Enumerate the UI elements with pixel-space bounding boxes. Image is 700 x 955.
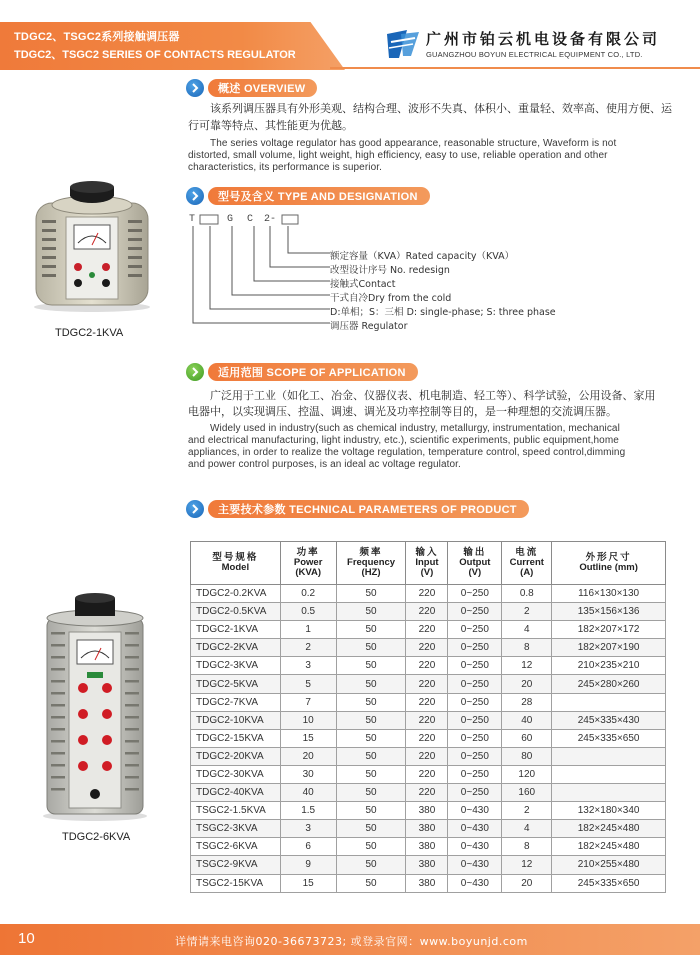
table-cell: 1 bbox=[280, 621, 336, 639]
col-header-current bbox=[502, 542, 552, 585]
parameters-table bbox=[190, 541, 666, 893]
designation-heading bbox=[186, 187, 430, 205]
table-cell: TDGC2-40KVA bbox=[191, 784, 281, 802]
table-row bbox=[191, 802, 666, 820]
table-cell: TSGC2-9KVA bbox=[191, 856, 281, 874]
designation-label-redesign: 改型设计序号 No. redesign bbox=[330, 265, 450, 276]
table-cell: TDGC2-7KVA bbox=[191, 693, 281, 711]
scope-en-line4: and power control purposes, is an ideal ac voltage regulator. bbox=[188, 459, 461, 470]
table-cell: 0~250 bbox=[448, 603, 502, 621]
table-row bbox=[191, 838, 666, 856]
table-cell: 220 bbox=[406, 621, 448, 639]
table-cell: 0~250 bbox=[448, 729, 502, 747]
table-cell: 220 bbox=[406, 693, 448, 711]
table-cell: 245×335×650 bbox=[552, 874, 666, 892]
table-cell: 0~250 bbox=[448, 747, 502, 765]
table-row bbox=[191, 820, 666, 838]
table-cell: 245×280×260 bbox=[552, 675, 666, 693]
col-header-input bbox=[406, 542, 448, 585]
chevron-right-icon bbox=[186, 363, 204, 381]
table-cell: 50 bbox=[336, 802, 406, 820]
table-cell: 4 bbox=[502, 820, 552, 838]
table-cell: TDGC2-15KVA bbox=[191, 729, 281, 747]
table-cell: TSGC2-15KVA bbox=[191, 874, 281, 892]
table-cell: 60 bbox=[502, 729, 552, 747]
table-cell: TSGC2-3KVA bbox=[191, 820, 281, 838]
col-header-frequency bbox=[336, 542, 406, 585]
scope-heading bbox=[186, 363, 418, 381]
col-header-output-en: Output bbox=[459, 557, 491, 568]
table-cell: 220 bbox=[406, 765, 448, 783]
table-cell: 50 bbox=[336, 675, 406, 693]
overview-en-line3: characteristics, its performance is superior. bbox=[188, 162, 383, 173]
col-header-power-cn: 功率 bbox=[296, 547, 320, 558]
table-cell: 4 bbox=[502, 621, 552, 639]
table-cell: 20 bbox=[502, 675, 552, 693]
parameters-table-body bbox=[191, 585, 666, 893]
table-cell: 2 bbox=[280, 639, 336, 657]
table-row bbox=[191, 711, 666, 729]
table-row bbox=[191, 729, 666, 747]
table-cell: 0~250 bbox=[448, 675, 502, 693]
overview-heading bbox=[186, 79, 317, 97]
table-row bbox=[191, 747, 666, 765]
table-row bbox=[191, 657, 666, 675]
table-cell: 80 bbox=[502, 747, 552, 765]
table-cell: 2 bbox=[502, 603, 552, 621]
table-cell: 0~250 bbox=[448, 693, 502, 711]
table-cell: 0~250 bbox=[448, 639, 502, 657]
table-cell: 50 bbox=[336, 621, 406, 639]
header-title-cn: TDGC2、TSGC2系列接触调压器 bbox=[14, 31, 180, 43]
col-header-frequency-unit: (HZ) bbox=[361, 567, 381, 578]
table-cell: 0.8 bbox=[502, 585, 552, 603]
table-row bbox=[191, 675, 666, 693]
table-cell: 20 bbox=[502, 874, 552, 892]
footer-bar bbox=[0, 924, 700, 955]
table-cell: TSGC2-1.5KVA bbox=[191, 802, 281, 820]
table-cell: TDGC2-30KVA bbox=[191, 765, 281, 783]
table-cell: 12 bbox=[502, 657, 552, 675]
table-cell: 50 bbox=[336, 693, 406, 711]
table-row bbox=[191, 784, 666, 802]
col-header-outline bbox=[552, 542, 666, 585]
table-cell bbox=[552, 784, 666, 802]
table-cell: TDGC2-0.2KVA bbox=[191, 585, 281, 603]
table-cell: TDGC2-20KVA bbox=[191, 747, 281, 765]
table-cell: 5 bbox=[280, 675, 336, 693]
code-g: G bbox=[227, 214, 234, 225]
scope-en-line3: appliances, in order to realize the voltage regulation, temperature control, speed control,dimming bbox=[188, 447, 626, 458]
table-row bbox=[191, 693, 666, 711]
code-t: T bbox=[189, 214, 196, 225]
table-cell: 30 bbox=[280, 765, 336, 783]
overview-cn-line2: 行可靠等特点、其性能更为优越。 bbox=[188, 119, 353, 132]
designation-heading-label: 型号及含义 TYPE AND DESIGNATION bbox=[208, 187, 430, 205]
scope-cn-line1: 广泛用于工业（如化工、冶金、仪器仪表、机电制造、轻工等）、科学试验，公用设备、家用 bbox=[210, 389, 656, 402]
table-cell: 40 bbox=[280, 784, 336, 802]
col-header-outline-cn: 外形尺寸 bbox=[585, 552, 632, 563]
table-cell: 0~430 bbox=[448, 820, 502, 838]
overview-cn-line1: 该系列调压器具有外形美观、结构合理、波形不失真、体积小、重量轻、效率高、使用方便、运 bbox=[210, 102, 672, 115]
table-cell: TSGC2-6KVA bbox=[191, 838, 281, 856]
table-cell: 160 bbox=[502, 784, 552, 802]
col-header-power bbox=[280, 542, 336, 585]
table-row bbox=[191, 639, 666, 657]
col-header-input-unit: (V) bbox=[420, 567, 434, 578]
table-cell: 0~250 bbox=[448, 784, 502, 802]
table-cell: 220 bbox=[406, 603, 448, 621]
designation-label-phase: D:单相；S：三相 D: single-phase; S: three phase bbox=[330, 307, 556, 318]
table-cell: TDGC2-3KVA bbox=[191, 657, 281, 675]
table-cell: 210×255×480 bbox=[552, 856, 666, 874]
table-header-row bbox=[191, 542, 666, 585]
company-name-en: GUANGZHOU BOYUN ELECTRICAL EQUIPMENT CO., LTD. bbox=[426, 50, 643, 59]
table-cell: 50 bbox=[336, 657, 406, 675]
table-cell: 50 bbox=[336, 874, 406, 892]
col-header-model-en: Model bbox=[221, 562, 250, 573]
table-cell: 0~250 bbox=[448, 585, 502, 603]
table-cell: 0~430 bbox=[448, 838, 502, 856]
parameters-heading bbox=[186, 500, 529, 518]
table-cell: 220 bbox=[406, 784, 448, 802]
company-name-cn: 广州市铂云机电设备有限公司 bbox=[426, 30, 661, 48]
table-cell: 245×335×650 bbox=[552, 729, 666, 747]
code-c: C bbox=[247, 214, 254, 225]
col-header-input-en: Input bbox=[415, 557, 439, 568]
table-cell: 0~430 bbox=[448, 802, 502, 820]
table-cell: 0~250 bbox=[448, 657, 502, 675]
table-cell bbox=[552, 747, 666, 765]
table-cell: TDGC2-10KVA bbox=[191, 711, 281, 729]
table-cell: 380 bbox=[406, 802, 448, 820]
table-cell: 10 bbox=[280, 711, 336, 729]
product-image-tdgc2-6kva bbox=[35, 592, 155, 822]
parameters-heading-label: 主要技术参数 TECHNICAL PARAMETERS OF PRODUCT bbox=[208, 500, 529, 518]
col-header-power-en: Power bbox=[293, 557, 323, 568]
product1-caption: TDGC2-1KVA bbox=[55, 327, 124, 339]
overview-en-line1: The series voltage regulator has good appearance, reasonable structure, Waveform is not bbox=[210, 138, 617, 149]
table-cell: 220 bbox=[406, 711, 448, 729]
table-cell: 182×245×480 bbox=[552, 820, 666, 838]
col-header-model-cn: 型号规格 bbox=[212, 552, 259, 563]
table-cell bbox=[552, 693, 666, 711]
table-cell: 182×207×190 bbox=[552, 639, 666, 657]
col-header-output bbox=[448, 542, 502, 585]
col-header-frequency-cn: 频率 bbox=[359, 547, 383, 558]
table-cell: 2 bbox=[502, 802, 552, 820]
overview-heading-label: 概述 OVERVIEW bbox=[208, 79, 317, 97]
table-cell: 135×156×136 bbox=[552, 603, 666, 621]
scope-en-line2: and electrical manufacturing, light industry, etc.), scientific experiments, public equipment,home bbox=[188, 435, 619, 446]
table-cell: 7 bbox=[280, 693, 336, 711]
table-cell: 20 bbox=[280, 747, 336, 765]
table-cell: 50 bbox=[336, 784, 406, 802]
table-cell: 50 bbox=[336, 711, 406, 729]
table-row bbox=[191, 585, 666, 603]
table-cell: 15 bbox=[280, 874, 336, 892]
table-cell: 220 bbox=[406, 675, 448, 693]
col-header-current-cn: 电流 bbox=[515, 547, 539, 558]
table-cell: 0.5 bbox=[280, 603, 336, 621]
scope-heading-label: 适用范围 SCOPE OF APPLICATION bbox=[208, 363, 418, 381]
table-cell: 380 bbox=[406, 874, 448, 892]
table-cell: 3 bbox=[280, 657, 336, 675]
table-cell: TDGC2-2KVA bbox=[191, 639, 281, 657]
designation-label-capacity: 额定容量（KVA）Rated capacity（KVA） bbox=[330, 251, 515, 262]
table-cell: 50 bbox=[336, 820, 406, 838]
table-cell: 220 bbox=[406, 729, 448, 747]
table-cell: 220 bbox=[406, 585, 448, 603]
table-cell: 15 bbox=[280, 729, 336, 747]
table-cell: 3 bbox=[280, 820, 336, 838]
chevron-right-icon bbox=[186, 500, 204, 518]
table-cell: 0~430 bbox=[448, 856, 502, 874]
designation-label-contact: 接触式Contact bbox=[330, 279, 396, 290]
footer-contact: 详情请来电咨询020-36673723; 或登录官网：www.boyunjd.com bbox=[175, 935, 528, 948]
table-cell: 380 bbox=[406, 838, 448, 856]
designation-label-regulator: 调压器 Regulator bbox=[330, 321, 408, 332]
table-cell: 380 bbox=[406, 856, 448, 874]
col-header-power-unit: (KVA) bbox=[295, 567, 321, 578]
table-cell: 182×245×480 bbox=[552, 838, 666, 856]
table-cell: 380 bbox=[406, 820, 448, 838]
scope-cn-line2: 电器中，以实现调压、控温、调速、调光及功率控制等目的，是一种理想的交流调压器。 bbox=[188, 405, 617, 418]
table-row bbox=[191, 765, 666, 783]
table-cell: 50 bbox=[336, 729, 406, 747]
table-row bbox=[191, 621, 666, 639]
col-header-input-cn: 输入 bbox=[415, 547, 439, 558]
table-cell: 220 bbox=[406, 639, 448, 657]
chevron-right-icon bbox=[186, 187, 204, 205]
table-cell: 8 bbox=[502, 838, 552, 856]
table-cell: 182×207×172 bbox=[552, 621, 666, 639]
table-cell: 0~250 bbox=[448, 765, 502, 783]
table-cell: 245×335×430 bbox=[552, 711, 666, 729]
scope-en-line1: Widely used in industry(such as chemical industry, metallurgy, instrumentation, mechanical bbox=[210, 423, 620, 434]
table-cell: 50 bbox=[336, 856, 406, 874]
table-cell: 9 bbox=[280, 856, 336, 874]
table-cell: 50 bbox=[336, 765, 406, 783]
table-cell: 12 bbox=[502, 856, 552, 874]
designation-label-dry: 干式自冷Dry from the cold bbox=[330, 293, 452, 304]
page-number: 10 bbox=[18, 930, 35, 947]
designation-diagram bbox=[186, 210, 336, 336]
col-header-output-cn: 输出 bbox=[463, 547, 487, 558]
table-row bbox=[191, 856, 666, 874]
table-cell: 50 bbox=[336, 603, 406, 621]
col-header-output-unit: (V) bbox=[468, 567, 482, 578]
product2-caption: TDGC2-6KVA bbox=[62, 831, 131, 843]
col-header-frequency-en: Frequency bbox=[347, 557, 396, 568]
col-header-current-unit: (A) bbox=[520, 567, 534, 578]
table-cell: 0~250 bbox=[448, 711, 502, 729]
col-header-outline-en: Outline bbox=[579, 562, 613, 573]
table-cell: TDGC2-5KVA bbox=[191, 675, 281, 693]
table-cell: 210×235×210 bbox=[552, 657, 666, 675]
table-cell: 220 bbox=[406, 747, 448, 765]
table-cell bbox=[552, 765, 666, 783]
table-cell: 220 bbox=[406, 657, 448, 675]
product-image-tdgc2-1kva bbox=[22, 175, 162, 315]
company-logo-icon bbox=[385, 28, 421, 60]
table-cell: 50 bbox=[336, 838, 406, 856]
table-cell: TDGC2-1KVA bbox=[191, 621, 281, 639]
col-header-current-en: Current bbox=[509, 557, 544, 568]
table-cell: 40 bbox=[502, 711, 552, 729]
table-cell: 50 bbox=[336, 747, 406, 765]
col-header-outline-unit: (mm) bbox=[614, 562, 638, 573]
table-cell: 132×180×340 bbox=[552, 802, 666, 820]
table-cell: 0~430 bbox=[448, 874, 502, 892]
table-cell: 8 bbox=[502, 639, 552, 657]
table-cell: 50 bbox=[336, 639, 406, 657]
chevron-right-icon bbox=[186, 79, 204, 97]
code-2: 2- bbox=[264, 214, 277, 225]
table-cell: 50 bbox=[336, 585, 406, 603]
table-cell: 6 bbox=[280, 838, 336, 856]
table-cell: 28 bbox=[502, 693, 552, 711]
table-cell: TDGC2-0.5KVA bbox=[191, 603, 281, 621]
header-divider bbox=[330, 67, 700, 69]
table-row bbox=[191, 603, 666, 621]
table-cell: 0~250 bbox=[448, 621, 502, 639]
header-title-en: TDGC2、TSGC2 SERIES OF CONTACTS REGULATOR bbox=[14, 49, 296, 61]
table-row bbox=[191, 874, 666, 892]
table-cell: 116×130×130 bbox=[552, 585, 666, 603]
table-cell: 1.5 bbox=[280, 802, 336, 820]
col-header-model bbox=[191, 542, 281, 585]
table-cell: 120 bbox=[502, 765, 552, 783]
table-cell: 0.2 bbox=[280, 585, 336, 603]
overview-en-line2: distorted, small volume, light weight, high efficiency, easy to use, reliable operation and other bbox=[188, 150, 608, 161]
